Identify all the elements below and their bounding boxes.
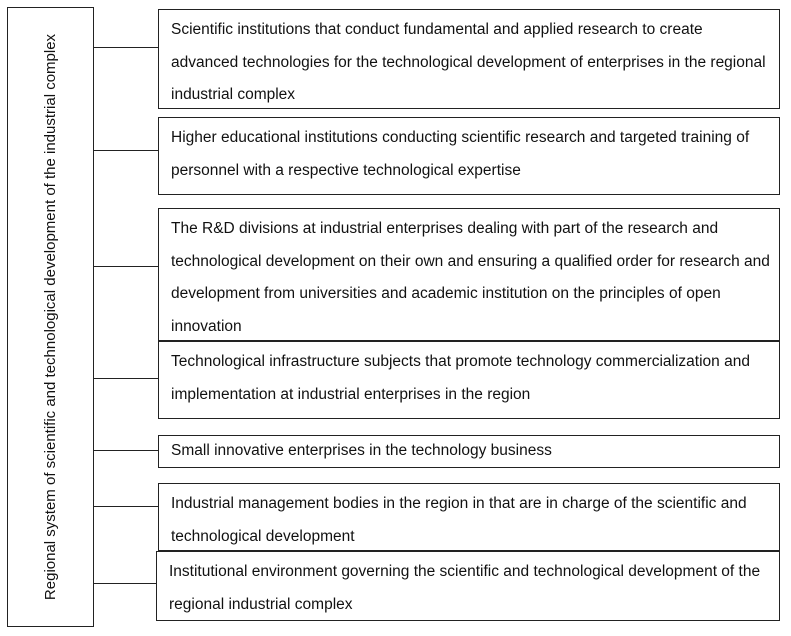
item-box-scientific-institutions: Scientific institutions that conduct fundamental and applied research to create advanced technologies for the technological development of enterprises in the regional industrial complex (158, 9, 780, 109)
item-box-rnd-divisions: The R&D divisions at industrial enterprises dealing with part of the research and technological development on their own and ensuring a qualified order for research and development from universities and academic institution on the principles of open innovation (158, 208, 780, 341)
connector-3 (94, 266, 158, 267)
connector-2 (94, 150, 158, 151)
connector-7 (94, 583, 158, 584)
system-label: Regional system of scientific and technological development of the industrial complex (41, 33, 59, 601)
system-box (7, 7, 94, 627)
item-box-small-innovative-enterprises: Small innovative enterprises in the technology business (158, 435, 780, 468)
connector-6 (94, 506, 158, 507)
connector-1 (94, 47, 158, 48)
item-box-institutional-environment: Institutional environment governing the scientific and technological development of the regional industrial complex (156, 551, 780, 621)
item-box-technological-infrastructure: Technological infrastructure subjects that promote technology commercialization and implementation at industrial enterprises in the region (158, 341, 780, 419)
item-box-industrial-management-bodies: Industrial management bodies in the region in that are in charge of the scientific and technological development (158, 483, 780, 551)
item-box-higher-education: Higher educational institutions conducting scientific research and targeted training of personnel with a respective technological expertise (158, 117, 780, 195)
connector-5 (94, 450, 158, 451)
connector-4 (94, 378, 158, 379)
